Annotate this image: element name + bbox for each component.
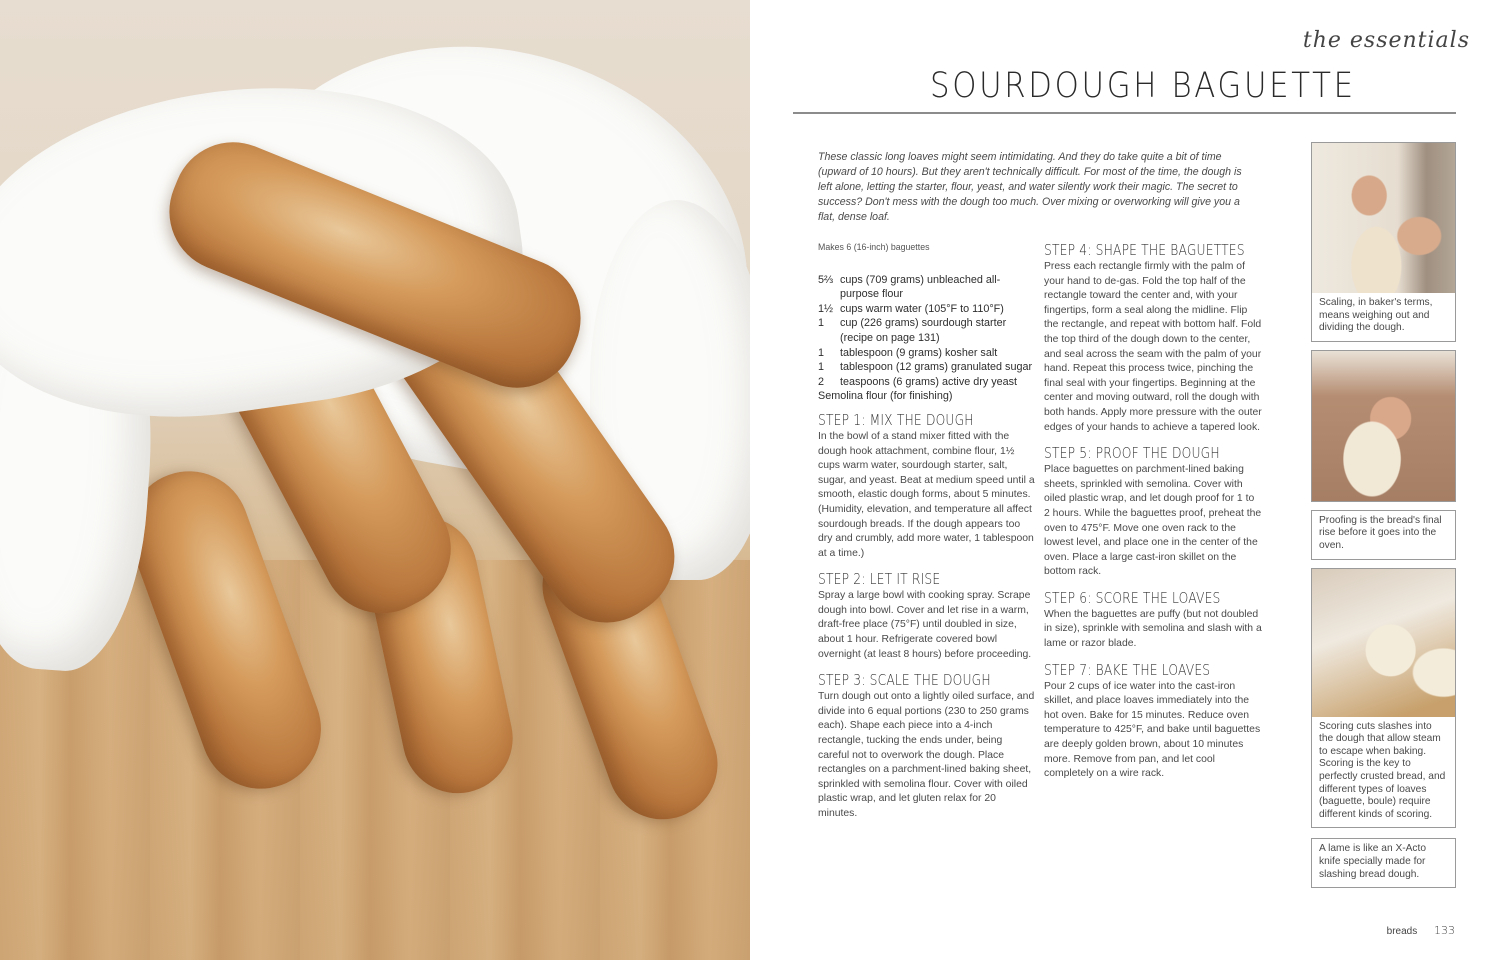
tips-sidebar: [1311, 142, 1456, 888]
scaling-photo-card: [1311, 142, 1456, 342]
step-body: Turn dough out onto a lightly oiled surface, and divide into 6 equal portions (230 to 250 grams each). Shape each piece into a 4-inch rectangle, tucking the ends under, being careful not to overwork the dough. Place rectangles on a parchment-lined baking sheet, sprinkled with semolina flour. Cover with oiled plastic wrap, and let gluten relax for 20 minutes.: [818, 691, 1035, 819]
step-title: STEP 1: MIX THE DOUGH: [818, 410, 974, 429]
page-footer: [1387, 924, 1455, 937]
step-body: Place baguettes on parchment-lined baking sheets, sprinkled with semolina. Cover with oiled plastic wrap, and let dough proof for 1 to 2 hours. While the baguettes proof, preheat the oven to 475°F. Move one oven rack to the lowest level, and place one in the center of the oven. Place a large cast-iron skillet on the bottom rack.: [1044, 464, 1262, 578]
step-7: [1044, 660, 1262, 782]
section-tag: the essentials: [1302, 28, 1470, 53]
step-title: STEP 3: SCALE THE DOUGH: [818, 671, 991, 690]
page-number: 133: [1434, 924, 1455, 937]
recipe-column-right: [1044, 240, 1262, 790]
scaling-photo: [1312, 143, 1455, 293]
page-title: SOURDOUGH BAGUETTE: [930, 66, 1356, 106]
photo-caption: Scoring cuts slashes into the dough that allow steam to escape when baking. Scoring is the key to perfectly crusted bread, and different types of loaves (baguette, boule) require different kinds of scoring.: [1319, 720, 1446, 820]
step-title: STEP 7: BAKE THE LOAVES: [1044, 660, 1211, 679]
step-title: STEP 5: PROOF THE DOUGH: [1044, 444, 1220, 463]
step-1: [818, 410, 1036, 561]
lame-caption: A lame is like an X-Acto knife specially made for slashing bread dough.: [1311, 838, 1456, 888]
ingredient-list: [818, 273, 1036, 404]
photo-caption: Scaling, in baker's terms, means weighing out and dividing the dough.: [1319, 297, 1433, 334]
step-4: [1044, 240, 1262, 435]
ingredient-item: Semolina flour (for finishing): [818, 390, 953, 403]
step-body: In the bowl of a stand mixer fitted with the dough hook attachment, combine flour, 1½ cups warm water, sourdough starter, salt, sugar, and yeast. Beat at medium speed until a smooth, elastic dough forms, about 5 minutes. (Humidity, elevation, and temperature all affect sourdough breads. If the dough appears too dry and crumbly, add more water, 1 tablespoon at a time.): [818, 430, 1035, 559]
footer-section: breads: [1386, 926, 1418, 937]
step-title: STEP 6: SCORE THE LOAVES: [1044, 588, 1221, 607]
recipe-intro: These classic long loaves might seem intimidating. And they do take quite a bit of time (upward of 10 hours). But they aren't technically difficult. For most of the time, the dough is left alone, letting the starter, flour, yeast, and water silently work their magic. The secret to success? Don't mess with the dough too much. Over mixing or overworking will give you a flat, dense loaf.: [818, 151, 1242, 223]
ingredient-item: 5⅔ cups (709 grams) unbleached all-purpose flour: [818, 273, 1001, 301]
recipe-column-left: [818, 238, 1036, 830]
recipe-yield: Makes 6 (16-inch) baguettes: [818, 242, 930, 252]
proofing-caption: Proofing is the bread's final rise before it goes into the oven.: [1311, 510, 1456, 560]
ingredient-item: 2 teaspoons (6 grams) active dry yeast: [818, 375, 1018, 388]
title-divider: [793, 112, 1456, 114]
step-2: [818, 569, 1036, 662]
step-3: [818, 670, 1036, 821]
step-5: [1044, 443, 1262, 580]
step-body: Spray a large bowl with cooking spray. Scrape dough into bowl. Cover and let rise in a warm, draft-free place (75°F) until doubled in size, about 1 hour. Refrigerate covered bowl overnight (at least 8 hours) before proceeding.: [818, 590, 1032, 660]
scoring-photo-card: [1311, 568, 1456, 829]
ingredient-item: 1 cup (226 grams) sourdough starter (recipe on page 131): [818, 317, 1007, 344]
ingredient-item: 1 tablespoon (12 grams) granulated sugar: [818, 361, 1033, 374]
step-body: Press each rectangle firmly with the palm of your hand to de-gas. Fold the top half of the rectangle toward the center and, with your fingertips, form a seal along the midline. Flip the rectangle, and repeat with bottom half. Fold the top third of the dough down to the center, and seal across the seam with the palm of your hand. Repeat this process twice, pinching the final seal with your fingertips. Beginning at the center and moving outward, roll the dough with both hands. Apply more pressure with the outer edges of your hands to achieve a tapered look.: [1044, 261, 1262, 433]
ingredient-item: 1½ cups warm water (105°F to 110°F): [818, 302, 1004, 315]
step-body: When the baguettes are puffy (but not doubled in size), sprinkle with semolina and slash with a lame or razor blade.: [1044, 608, 1262, 650]
recipe-page: [750, 0, 1500, 960]
step-6: [1044, 588, 1262, 652]
step-body: Pour 2 cups of ice water into the cast-iron skillet, and place loaves immediately into the hot oven. Bake for 15 minutes. Reduce oven temperature to 425°F, and bake until baguettes are deeply golden brown, about 10 minutes more. Remove from pan, and let cool completely on a wire rack.: [1044, 680, 1261, 780]
step-title: STEP 4: SHAPE THE BAGUETTES: [1044, 241, 1245, 259]
proofing-photo: [1311, 350, 1456, 502]
ingredient-item: 1 tablespoon (9 grams) kosher salt: [818, 346, 998, 359]
step-title: STEP 2: LET IT RISE: [818, 570, 941, 589]
scoring-photo: [1312, 569, 1455, 717]
